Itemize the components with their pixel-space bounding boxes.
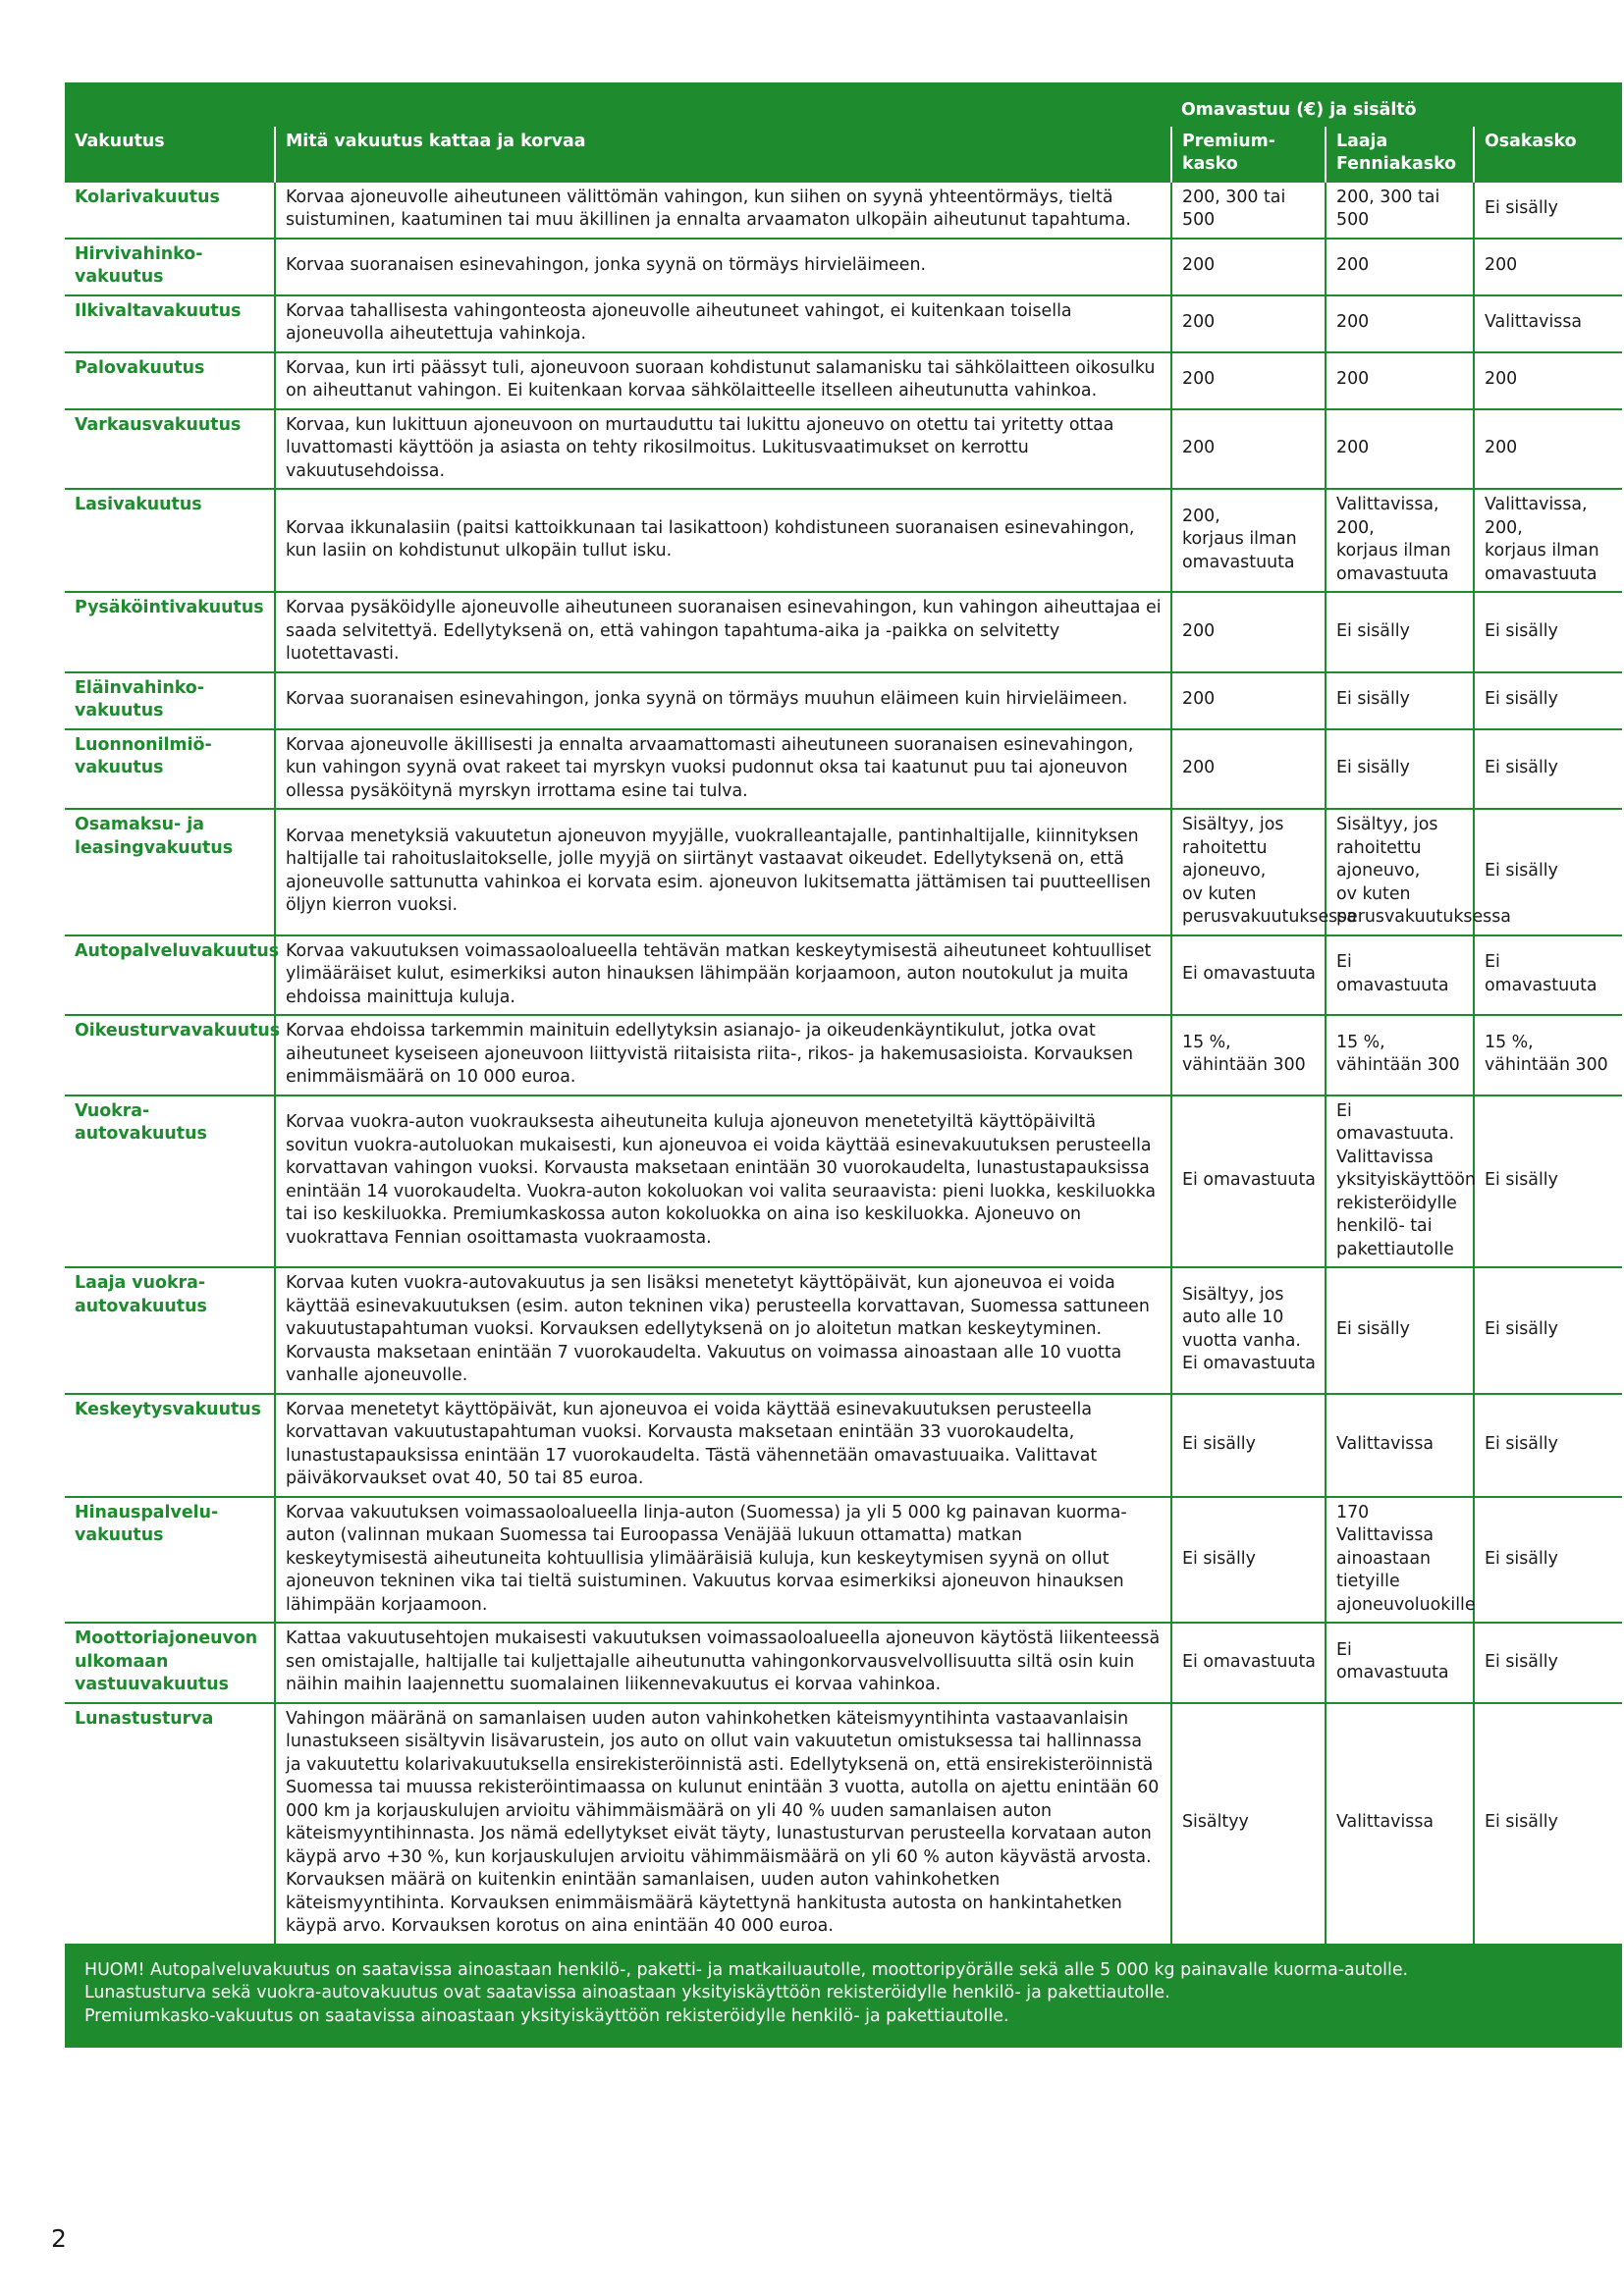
col-coverage: Mitä vakuutus kattaa ja korvaa: [275, 127, 1171, 182]
laaja-deductible: Ei omavastuuta. Valittavissa yksityiskäyttöön rekisteröidylle henkilö- tai pakettiautolle: [1326, 1095, 1474, 1268]
coverage-description: Kattaa vakuutusehtojen mukaisesti vakuutuksen voimassaoloalueella ajoneuvon käytöstä liikenteessä sen omistajalle, haltijalle tai kuljettajalle aiheutunutta vahingonkorvausvelvollisuutta siltä osin kuin näihin maihin laajennettu suomalainen liikennevakuutus ei korvaa vahinkoa.: [275, 1623, 1171, 1703]
coverage-description: Vahingon määränä on samanlaisen uuden auton vahinkohetken käteismyyntihinta vastaavanlaisin lunastukseen sisältyvin lisävarustein, jos auto on ollut vain vakuutetun omistuksessa tai hallinnassa ja vakuutettu kolarivakuutuksella ensirekisteröinnistä asti. Edellytyksenä on, että ensirekisteröinnistä Suomessa tai muussa rekisteröintimaassa on kulunut enintään 3 vuotta, autolla on ajettu enintään 60 000 km ja korjauskulujen arvioitu vähimmäismäärä on yli 40 % uuden samanlaisen auton käteismyyntihinnasta. Jos nämä edellytykset eivät täyty, lunastusturvan perusteella korvataan auton käypä arvo +30 %, kun korjauskulujen arvioitu vähimmäismäärä on yli 60 % auton käyvästä arvosta. Korvauksen määrä on kuitenkin enintään samanlaisen, uuden auton vahinkohetken käteismyyntihinta. Korvauksen enimmäismäärä käytettynä hankitusta autosta on hankintahetken käypä arvo. Korvauksen korotus on aina enintään 40 000 euroa.: [275, 1703, 1171, 1945]
insurance-name: Ilkivaltavakuutus: [65, 295, 275, 352]
premium-deductible: 200: [1171, 729, 1326, 810]
osakasko-deductible: Ei sisälly: [1474, 182, 1622, 239]
col-osakasko: Osakasko: [1474, 127, 1622, 182]
laaja-deductible: Ei omavastuuta: [1326, 1623, 1474, 1703]
insurance-name: Pysäköintivakuutus: [65, 592, 275, 672]
table-row: [65, 592, 1622, 672]
insurance-name: Hirvivahinko- vakuutus: [65, 239, 275, 295]
col-premium-line1: Premium-: [1182, 131, 1275, 151]
coverage-description: Korvaa vakuutuksen voimassaoloalueella tehtävän matkan keskeytymisestä aiheutuneet kohtuulliset ylimääräiset kulut, esimerkiksi auton hinauksen lähimpään korjaamoon, auton noutokulut ja muita ehdoissa mainittuja kuluja.: [275, 935, 1171, 1016]
table-row: [65, 1703, 1622, 1945]
premium-deductible: 200, korjaus ilman omavastuuta: [1171, 489, 1326, 592]
osakasko-deductible: Ei sisälly: [1474, 592, 1622, 672]
laaja-deductible: 200: [1326, 239, 1474, 295]
laaja-deductible: 200: [1326, 409, 1474, 490]
laaja-deductible: 200, 300 tai 500: [1326, 182, 1474, 239]
laaja-deductible: Ei omavastuuta: [1326, 935, 1474, 1016]
insurance-name: Palovakuutus: [65, 352, 275, 409]
col-premium: [1171, 127, 1326, 182]
premium-deductible: 200, 300 tai 500: [1171, 182, 1326, 239]
coverage-description: Korvaa vuokra-auton vuokrauksesta aiheutuneita kuluja ajoneuvon menetetyiltä käyttöpäiviltä sovitun vuokra-autoluokan mukaisesti, kun ajoneuvoa ei voida käyttää esinevakuutuksen perusteella korvattavan vahingon vuoksi. Korvausta maksetaan enintään 30 vuorokaudelta, lunastustapauksissa enintään 14 vuorokaudelta. Vuokra-auton kokoluokan voi valita seuraavista: pieni luokka, keskiluokka tai iso keskiluokka. Premiumkaskossa auton kokoluokka on aina iso keskiluokka. Ajoneuvo on vuokrattava Fennian osoittamasta vuokraamosta.: [275, 1095, 1171, 1268]
osakasko-deductible: Ei sisälly: [1474, 672, 1622, 729]
osakasko-deductible: Ei sisälly: [1474, 1703, 1622, 1945]
coverage-description: Korvaa ikkunalasiin (paitsi kattoikkunaan tai lasikattoon) kohdistuneen suoranaisen esinevahingon, kun lasiin on kohdistunut ulkopäin tullut isku.: [275, 489, 1171, 592]
col-premium-line2: kasko: [1182, 154, 1238, 174]
coverage-description: Korvaa tahallisesta vahingonteosta ajoneuvolle aiheutuneet vahingot, ei kuitenkaan toisella ajoneuvolla aiheutettuja vahinkoja.: [275, 295, 1171, 352]
osakasko-deductible: Ei sisälly: [1474, 729, 1622, 810]
insurance-name: Varkausvakuutus: [65, 409, 275, 490]
laaja-deductible: Valittavissa, 200, korjaus ilman omavastuuta: [1326, 489, 1474, 592]
coverage-description: Korvaa suoranaisen esinevahingon, jonka syynä on törmäys muuhun eläimeen kuin hirvieläimeen.: [275, 672, 1171, 729]
table-row: [65, 1267, 1622, 1394]
laaja-deductible: Ei sisälly: [1326, 592, 1474, 672]
insurance-name: Autopalveluvakuutus: [65, 935, 275, 1016]
insurance-name: Vuokra-autovakuutus: [65, 1095, 275, 1268]
table-row: [65, 809, 1622, 935]
table-row: [65, 489, 1622, 592]
table-row: [65, 182, 1622, 239]
laaja-deductible: Valittavissa: [1326, 1703, 1474, 1945]
coverage-description: Korvaa ajoneuvolle äkillisesti ja ennalta arvaamattomasti aiheutuneen suoranaisen esinevahingon, kun vahingon syynä ovat rakeet tai myrskyn vuoksi pudonnut oksa tai kaatunut puu tai ajoneuvon ollessa pysäköitynä myrskyn irrottama esine tai tulva.: [275, 729, 1171, 810]
osakasko-deductible: Ei sisälly: [1474, 1394, 1622, 1497]
osakasko-deductible: Ei sisälly: [1474, 809, 1622, 935]
insurance-name: Hinauspalvelu- vakuutus: [65, 1497, 275, 1624]
coverage-rows: [65, 182, 1622, 1945]
insurance-name: Osamaksu- ja leasingvakuutus: [65, 809, 275, 935]
col-insurance: Vakuutus: [65, 127, 275, 182]
premium-deductible: 200: [1171, 295, 1326, 352]
osakasko-deductible: Ei sisälly: [1474, 1095, 1622, 1268]
laaja-deductible: 170 Valittavissa ainoastaan tietyille ajoneuvoluokille: [1326, 1497, 1474, 1624]
laaja-deductible: Ei sisälly: [1326, 1267, 1474, 1394]
coverage-description: Korvaa, kun irti päässyt tuli, ajoneuvoon suoraan kohdistunut salamanisku tai sähkölaitteen oikosulku on aiheuttanut vahingon. Ei kuitenkaan korvaa sähkölaitteelle itselleen aiheutunutta vahinkoa.: [275, 352, 1171, 409]
table-row: [65, 295, 1622, 352]
coverage-description: Korvaa pysäköidylle ajoneuvolle aiheutuneen suoranaisen esinevahingon, kun vahingon aiheuttajaa ei saada selvitettyä. Edellytyksenä on, että vahingon tapahtuma-aika ja -paikka on selvitetty luotettavasti.: [275, 592, 1171, 672]
note-box: [65, 1946, 1622, 2049]
coverage-table: [65, 82, 1622, 1946]
coverage-description: Korvaa menetyksiä vakuutetun ajoneuvon myyjälle, vuokralleantajalle, pantinhaltijalle, kiinnityksen haltijalle tai rahoituslaitokselle, jolle myyjä on siirtänyt vastaavat oikeudet. Edellytyksenä on, että ajoneuvolle sattunutta vahinkoa ei korvata esim. ajoneuvon lukitsematta jättämisen tai puutteellisen öljyn kierron vuoksi.: [275, 809, 1171, 935]
laaja-deductible: Sisältyy, jos rahoitettu ajoneuvo, ov kuten perusvakuutuksessa: [1326, 809, 1474, 935]
coverage-description: Korvaa suoranaisen esinevahingon, jonka syynä on törmäys hirvieläimeen.: [275, 239, 1171, 295]
premium-deductible: Sisältyy: [1171, 1703, 1326, 1945]
premium-deductible: Ei sisälly: [1171, 1394, 1326, 1497]
laaja-deductible: 200: [1326, 352, 1474, 409]
osakasko-deductible: Ei omavastuuta: [1474, 935, 1622, 1016]
premium-deductible: Ei sisälly: [1171, 1497, 1326, 1624]
table-row: [65, 352, 1622, 409]
coverage-description: Korvaa ehdoissa tarkemmin mainituin edellytyksin asianajo- ja oikeudenkäyntikulut, jotka ovat aiheutuneet kyseiseen ajoneuvoon liittyvistä riitaisista riita-, rikos- ja hakemusasioista. Korvauksen enimmäismäärä on 10 000 euroa.: [275, 1015, 1171, 1095]
table-row: [65, 1497, 1622, 1624]
premium-deductible: 200: [1171, 592, 1326, 672]
laaja-deductible: 15 %, vähintään 300: [1326, 1015, 1474, 1095]
osakasko-deductible: 15 %, vähintään 300: [1474, 1015, 1622, 1095]
premium-deductible: Sisältyy, jos rahoitettu ajoneuvo, ov kuten perusvakuutuksessa: [1171, 809, 1326, 935]
laaja-deductible: Ei sisälly: [1326, 729, 1474, 810]
laaja-deductible: Valittavissa: [1326, 1394, 1474, 1497]
col-laaja-line2: Fenniakasko: [1336, 154, 1457, 174]
osakasko-deductible: 200: [1474, 352, 1622, 409]
insurance-name: Lasivakuutus: [65, 489, 275, 592]
osakasko-deductible: Valittavissa: [1474, 295, 1622, 352]
table-row: [65, 729, 1622, 810]
insurance-name: Eläinvahinko- vakuutus: [65, 672, 275, 729]
coverage-description: Korvaa kuten vuokra-autovakuutus ja sen lisäksi menetetyt käyttöpäivät, kun ajoneuvoa ei voida käyttää esinevakuutuksen (esim. auton tekninen vika) perusteella korvattavan, Suomessa sattuneen vakuutustapahtuman vuoksi. Korvauksen edellytyksenä on jo aloitetun matkan keskeytyminen. Korvausta maksetaan enintään 7 vuorokaudelta. Vakuutus on voimassa ainoastaan alle 10 vuotta vanhalle ajoneuvolle.: [275, 1267, 1171, 1394]
premium-deductible: Ei omavastuuta: [1171, 1623, 1326, 1703]
osakasko-deductible: 200: [1474, 409, 1622, 490]
col-laaja: [1326, 127, 1474, 182]
insurance-name: Moottoriajoneuvon ulkomaan vastuuvakuutus: [65, 1623, 275, 1703]
premium-deductible: 200: [1171, 409, 1326, 490]
coverage-description: Korvaa vakuutuksen voimassaoloalueella linja-auton (Suomessa) ja yli 5 000 kg painavan kuorma-auton (valinnan mukaan Suomessa tai Euroopassa Venäjää lukuun ottamatta) matkan keskeytymisestä aiheutuneita kohtuullisia ylimääräisiä kuluja, kun keskeytymisen syynä on ollut ajoneuvon tekninen vika tai tieltä suistuminen. Vakuutus korvaa esimerkiksi ajoneuvon hinauksen lähimpään korjaamoon.: [275, 1497, 1171, 1624]
group-header-row: [65, 82, 1622, 127]
laaja-deductible: 200: [1326, 295, 1474, 352]
osakasko-deductible: Valittavissa, 200, korjaus ilman omavastuuta: [1474, 489, 1622, 592]
laaja-deductible: Ei sisälly: [1326, 672, 1474, 729]
insurance-name: Luonnonilmiö- vakuutus: [65, 729, 275, 810]
premium-deductible: Ei omavastuuta: [1171, 1095, 1326, 1268]
osakasko-deductible: 200: [1474, 239, 1622, 295]
insurance-name: Kolarivakuutus: [65, 182, 275, 239]
insurance-name: Laaja vuokra-autovakuutus: [65, 1267, 275, 1394]
table-row: [65, 935, 1622, 1016]
premium-deductible: 200: [1171, 672, 1326, 729]
coverage-description: Korvaa, kun lukittuun ajoneuvoon on murtauduttu tai lukittu ajoneuvo on otettu tai yritetty ottaa luvattomasti käyttöön ja asiasta on tehty rikosilmoitus. Lukitusvaatimukset on kerrottu vakuutusehdoissa.: [275, 409, 1171, 490]
table-row: [65, 1623, 1622, 1703]
page-number: 2: [51, 2224, 67, 2253]
table-row: [65, 1095, 1622, 1268]
table-row: [65, 239, 1622, 295]
table-row: [65, 409, 1622, 490]
col-laaja-line1: Laaja: [1336, 131, 1388, 151]
note-line: Lunastusturva sekä vuokra-autovakuutus ovat saatavissa ainoastaan yksityiskäyttöön rekisteröidylle henkilö- ja pakettiautolle.: [84, 1983, 1170, 2002]
note-line: HUOM! Autopalveluvakuutus on saatavissa ainoastaan henkilö-, paketti- ja matkailuautolle, moottoripyörälle sekä alle 5 000 kg painavalle kuorma-autolle.: [84, 1959, 1409, 1980]
table-row: [65, 1394, 1622, 1497]
note-line: Premiumkasko-vakuutus on saatavissa ainoastaan yksityiskäyttöön rekisteröidylle henkilö- ja pakettiautolle.: [84, 2005, 1009, 2026]
table-row: [65, 672, 1622, 729]
osakasko-deductible: Ei sisälly: [1474, 1497, 1622, 1624]
column-header-row: [65, 127, 1622, 182]
coverage-description: Korvaa menetetyt käyttöpäivät, kun ajoneuvoa ei voida käyttää esinevakuutuksen perusteella korvattavan vakuutustapahtuman vuoksi. Korvausta maksetaan enintään 33 vuorokaudelta, lunastustapauksissa enintään 17 vuorokaudelta. Tästä vähennetään omavastuuaika. Valittavat päiväkorvaukset ovat 40, 50 tai 85 euroa.: [275, 1394, 1171, 1497]
premium-deductible: 200: [1171, 352, 1326, 409]
osakasko-deductible: Ei sisälly: [1474, 1623, 1622, 1703]
insurance-name: Lunastusturva: [65, 1703, 275, 1945]
deductible-group-title: Omavastuu (€) ja sisältö: [1171, 82, 1622, 127]
table-row: [65, 1015, 1622, 1095]
premium-deductible: Ei omavastuuta: [1171, 935, 1326, 1016]
coverage-description: Korvaa ajoneuvolle aiheutuneen välittömän vahingon, kun siihen on syynä yhteentörmäys, tieltä suistuminen, kaatuminen tai muu äkillinen ja ennalta arvaamaton ulkopäin aiheutunut tapahtuma.: [275, 182, 1171, 239]
insurance-name: Oikeusturvavakuutus: [65, 1015, 275, 1095]
premium-deductible: Sisältyy, jos auto alle 10 vuotta vanha. Ei omavastuuta: [1171, 1267, 1326, 1394]
insurance-name: Keskeytysvakuutus: [65, 1394, 275, 1497]
osakasko-deductible: Ei sisälly: [1474, 1267, 1622, 1394]
coverage-sheet: [65, 82, 1622, 2048]
premium-deductible: 15 %, vähintään 300: [1171, 1015, 1326, 1095]
premium-deductible: 200: [1171, 239, 1326, 295]
